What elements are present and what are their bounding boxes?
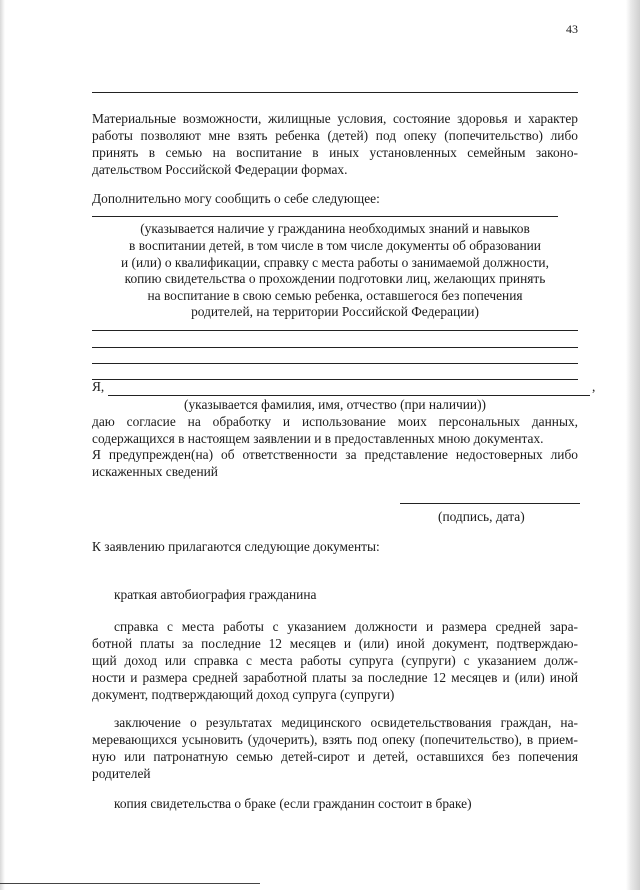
document-item-line: заключение о результатах медицинского освидетельствования граждан, на- [114,715,578,730]
document-item-line: ботной платы за последние 12 месяцев и (или) иной документ, подтверждаю- [92,636,578,651]
paragraph-line: работы позволяют мне взять ребенка (детей) под опеку (попечительство) либо [92,128,578,143]
additional-heading: Дополнительно могу сообщить о себе следующее: [92,191,380,206]
signature-hint: (подпись, дата) [438,509,525,524]
bottom-rule [0,883,260,884]
fio-hint: (указывается фамилия, имя, отчество (при наличии)) [184,397,486,412]
additional-hint-line: родителей, на территории Российской Федерации) [191,304,479,319]
document-item-line: родителей [92,766,151,781]
paragraph-line: принять в семью на воспитание в иных установленных семейным законо- [92,145,578,160]
warning-line: искаженных сведений [92,464,218,479]
paragraph-line: Материальные возможности, жилищные условия, состояние здоровья и характер [92,111,578,126]
fill-line [92,330,578,331]
additional-hint-line: и (или) о квалификации, справку с места работы о занимаемой должности, [121,255,549,270]
document-item-line: документ, подтверждающий доход супруга (супруги) [92,687,395,702]
fill-line [92,363,578,364]
signature-fill-line [400,503,580,504]
additional-hint-line: на воспитание в свою семью ребенка, оставшегося без попечения [147,288,523,303]
fill-line [92,379,578,380]
fill-line [92,347,578,348]
top-fill-line [92,92,578,93]
consent-line: содержащихся в настоящем заявлении и в предоставленных мною документах. [92,431,544,446]
scan-edge-left [0,0,5,890]
page-number: 43 [566,22,578,36]
ya-label: Я, [92,379,105,394]
consent-line: даю согласие на обработку и использование моих персональных данных, [92,414,578,429]
warning-line: Я предупрежден(на) об ответственности за представление недостоверных либо [92,447,578,462]
fill-line [92,216,558,217]
fio-comma: , [592,379,596,394]
document-item-line: щий доход или справка с места работы супруга (супруги) с указанием долж- [92,653,578,668]
document-item: копия свидетельства о браке (если гражданин состоит в браке) [114,796,472,811]
additional-hint-line: в воспитании детей, в том числе в том числе документы об образовании [129,238,541,253]
document-item-line: ную или патронатную семью детей-сирот и детей, оставшихся без попечения [92,749,578,764]
documents-heading: К заявлению прилагаются следующие документы: [92,539,380,554]
document-item-line: справка с места работы с указанием должности и размера средней зара- [114,619,578,634]
document-item-line: ности и размера средней заработной платы за последние 12 месяцев и (или) иной [92,670,578,685]
document-item-line: меревающихся усыновить (удочерить), взять под опеку (попечительство), в прием- [92,732,578,747]
document-item: краткая автобиография гражданина [114,587,317,602]
paragraph-line: дательством Российской Федерации формах. [92,162,348,177]
additional-hint-line: (указывается наличие у гражданина необходимых знаний и навыков [140,221,530,236]
scan-edge-right [626,0,640,890]
additional-hint-line: копию свидетельства о прохождении подготовки лиц, желающих принять [124,271,546,286]
